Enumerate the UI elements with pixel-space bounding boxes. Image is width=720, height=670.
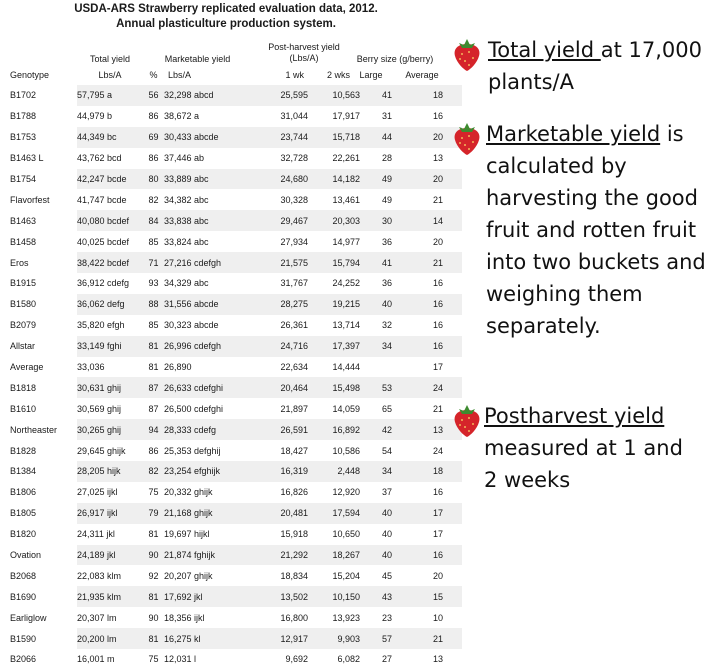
genotype-cell: B1805: [10, 508, 37, 519]
header-1-week: 1 wk: [285, 70, 304, 80]
table-row: [10, 461, 462, 482]
genotype-cell: B1753: [10, 132, 37, 143]
total-yield-cell: 42,247 bcde: [77, 169, 143, 190]
marketable-yield-cell: 21,874 fghijk: [164, 545, 256, 566]
berry-large-cell: 30: [360, 210, 414, 231]
table-row: [10, 189, 462, 210]
marketable-percent-cell: 81: [143, 628, 164, 649]
marketable-percent-cell: 84: [143, 210, 164, 231]
postharvest-1wk-cell: 26,361: [280, 320, 308, 331]
berry-large-cell: 31: [381, 111, 392, 122]
berry-large-cell: 40: [381, 529, 392, 540]
berry-average-cell: 17: [432, 362, 443, 373]
table-row: [10, 148, 462, 169]
postharvest-1wk-cell: 32,728: [280, 153, 308, 164]
marketable-percent-cell: 80: [143, 169, 164, 190]
berry-large-cell: 40: [360, 503, 414, 524]
marketable-percent-cell: 82: [148, 194, 159, 205]
genotype-cell: B1702: [10, 90, 37, 101]
genotype-cell: B2066: [10, 654, 37, 665]
total-yield-cell: 28,205 hijk: [77, 461, 143, 482]
genotype-cell: B1590: [10, 633, 37, 644]
bullet-total-yield-term: Total yield: [488, 38, 601, 62]
berry-large-cell: 34: [360, 461, 414, 482]
marketable-percent-cell: 79: [143, 503, 164, 524]
berry-large-cell: 36: [381, 278, 392, 289]
genotype-cell: B1458: [10, 236, 37, 247]
table-row: [10, 586, 462, 607]
postharvest-1wk-cell: 27,934: [280, 236, 308, 247]
marketable-yield-cell: 31,556 abcde: [164, 294, 256, 315]
header-marketable-yield: Marketable yield: [164, 54, 231, 64]
postharvest-2wk-cell: 15,498: [308, 377, 360, 398]
postharvest-1wk-cell: 20,481: [256, 503, 308, 524]
berry-large-cell: 28: [381, 153, 392, 164]
postharvest-2wk-cell: 10,650: [332, 529, 360, 540]
table-row: [10, 336, 462, 357]
total-yield-cell: 44,979 b: [77, 111, 113, 122]
marketable-yield-cell: 26,996 cdefgh: [164, 336, 256, 357]
table-row: [10, 649, 462, 670]
total-yield-cell: 40,025 bcdef: [77, 236, 130, 247]
marketable-percent-cell: 85: [148, 320, 159, 331]
berry-large-cell: 40: [360, 294, 414, 315]
postharvest-2wk-cell: 15,794: [308, 252, 360, 273]
marketable-yield-cell: 27,216 cdefgh: [164, 252, 256, 273]
bullet-marketable-yield: [450, 118, 706, 342]
total-yield-cell: 33,036: [77, 362, 105, 373]
postharvest-1wk-cell: 16,800: [280, 612, 308, 623]
postharvest-1wk-cell: 16,826: [280, 487, 308, 498]
genotype-cell: B2068: [10, 570, 37, 581]
bullet-postharvest-yield-desc: measured at 1 and 2 weeks: [484, 436, 683, 492]
table-row: [10, 607, 462, 628]
berry-average-cell: 20: [414, 169, 462, 190]
total-yield-cell: 16,001 m: [77, 654, 115, 665]
berry-average-cell: 14: [414, 210, 462, 231]
table-row: [10, 398, 462, 419]
marketable-yield-cell: 38,672 a: [164, 111, 200, 122]
table-row: [10, 273, 462, 294]
postharvest-2wk-cell: 16,892: [308, 419, 360, 440]
berry-average-cell: 20: [432, 570, 443, 581]
berry-average-cell: 21: [414, 628, 462, 649]
header-average: Average: [405, 70, 439, 80]
berry-large-cell: 43: [360, 586, 414, 607]
postharvest-1wk-cell: 18,427: [280, 445, 308, 456]
table-row: [10, 440, 462, 461]
postharvest-1wk-cell: 26,591: [256, 419, 308, 440]
marketable-yield-cell: 25,353 defghij: [164, 445, 221, 456]
strawberry-icon: [450, 402, 484, 438]
marketable-yield-cell: 20,332 ghijk: [164, 487, 213, 498]
postharvest-2wk-cell: 6,082: [337, 654, 360, 665]
bullet-total-yield: [450, 34, 718, 98]
berry-average-cell: 21: [432, 194, 443, 205]
marketable-yield-cell: 21,168 ghijk: [164, 503, 256, 524]
genotype-cell: B1580: [10, 299, 37, 310]
table-row: [10, 210, 462, 231]
genotype-cell: B2079: [10, 320, 37, 331]
postharvest-2wk-cell: 14,059: [332, 403, 360, 414]
header-total-yield: Total yield: [89, 54, 131, 64]
berry-average-cell: 24: [414, 377, 462, 398]
table-row: [10, 294, 462, 315]
genotype-cell: Flavorfest: [10, 194, 50, 205]
postharvest-2wk-cell: 10,150: [308, 586, 360, 607]
genotype-cell: Allstar: [10, 341, 36, 352]
bullet-total-yield-text: [488, 34, 718, 98]
berry-large-cell: 41: [360, 85, 414, 106]
berry-large-cell: 42: [360, 419, 414, 440]
total-yield-cell: 38,422 bcdef: [77, 252, 143, 273]
marketable-percent-cell: 81: [143, 586, 164, 607]
marketable-percent-cell: 92: [148, 570, 159, 581]
genotype-cell: B1788: [10, 111, 37, 122]
total-yield-cell: 30,265 ghij: [77, 419, 143, 440]
marketable-yield-cell: 32,298 abcd: [164, 85, 256, 106]
total-yield-cell: 30,631 ghij: [77, 377, 143, 398]
marketable-yield-cell: 19,697 hijkl: [164, 529, 210, 540]
marketable-yield-cell: 16,275 kl: [164, 628, 256, 649]
genotype-cell: B1806: [10, 487, 37, 498]
yield-table-body: [10, 85, 462, 670]
marketable-percent-cell: 86: [148, 111, 159, 122]
postharvest-1wk-cell: 16,319: [256, 461, 308, 482]
postharvest-1wk-cell: 18,834: [280, 570, 308, 581]
header-genotype: Genotype: [10, 70, 50, 80]
bullet-postharvest-yield-term: Postharvest yield: [484, 404, 665, 428]
berry-large-cell: 65: [381, 403, 392, 414]
table-row: [10, 419, 462, 440]
marketable-percent-cell: 75: [148, 654, 159, 665]
title-line-1: USDA-ARS Strawberry replicated evaluation data, 2012.: [74, 3, 378, 15]
berry-average-cell: 15: [414, 586, 462, 607]
postharvest-1wk-cell: 15,918: [280, 529, 308, 540]
table-row: [10, 482, 462, 503]
marketable-percent-cell: 86: [148, 445, 159, 456]
marketable-percent-cell: 56: [143, 85, 164, 106]
table-row: [10, 357, 462, 378]
berry-average-cell: 16: [432, 487, 443, 498]
postharvest-2wk-cell: 13,923: [332, 612, 360, 623]
marketable-yield-cell: 23,254 efghijk: [164, 461, 256, 482]
genotype-cell: B1690: [10, 591, 37, 602]
marketable-percent-cell: 81: [148, 362, 159, 373]
marketable-yield-cell: 30,433 abcde: [164, 127, 256, 148]
table-row: [10, 169, 462, 190]
yield-table: [10, 85, 462, 670]
berry-average-cell: 20: [414, 127, 462, 148]
postharvest-1wk-cell: 21,897: [280, 403, 308, 414]
genotype-cell: B1915: [10, 278, 37, 289]
berry-average-cell: 13: [414, 419, 462, 440]
berry-average-cell: 21: [414, 252, 462, 273]
berry-average-cell: 13: [432, 153, 443, 164]
total-yield-cell: 40,080 bcdef: [77, 210, 143, 231]
berry-average-cell: 16: [432, 111, 443, 122]
table-row: [10, 231, 462, 252]
berry-average-cell: 24: [432, 445, 443, 456]
marketable-yield-cell: 17,692 jkl: [164, 586, 256, 607]
postharvest-1wk-cell: 31,767: [280, 278, 308, 289]
total-yield-cell: 41,747 bcde: [77, 194, 127, 205]
marketable-percent-cell: 81: [143, 336, 164, 357]
postharvest-2wk-cell: 19,215: [308, 294, 360, 315]
marketable-yield-cell: 33,889 abc: [164, 169, 256, 190]
table-row: [10, 565, 462, 586]
berry-large-cell: 41: [360, 252, 414, 273]
berry-large-cell: 34: [360, 336, 414, 357]
postharvest-1wk-cell: 12,917: [256, 628, 308, 649]
genotype-cell: B1384: [10, 466, 37, 477]
genotype-cell: Earliglow: [10, 612, 47, 623]
table-row: [10, 524, 462, 545]
bullet-marketable-yield-desc: is calculated by harvesting the good fruit and rotten fruit into two buckets and weighing them separately.: [486, 122, 706, 338]
header-postharvest-yield: Post-harvest yield: [268, 42, 340, 52]
postharvest-2wk-cell: 13,461: [332, 194, 360, 205]
berry-large-cell: 54: [381, 445, 392, 456]
berry-large-cell: [360, 357, 414, 378]
bullet-total-yield-desc: at 17,000 plants/A: [488, 38, 703, 94]
strawberry-icon: [450, 120, 484, 156]
postharvest-2wk-cell: 24,252: [332, 278, 360, 289]
marketable-yield-cell: 18,356 ijkl: [164, 612, 205, 623]
marketable-yield-cell: 30,323 abcde: [164, 320, 219, 331]
berry-large-cell: 44: [360, 127, 414, 148]
total-yield-cell: 20,307 lm: [77, 612, 117, 623]
postharvest-1wk-cell: 9,692: [285, 654, 308, 665]
postharvest-2wk-cell: 10,563: [308, 85, 360, 106]
header-total-lbs: Lbs/A: [98, 70, 122, 80]
table-row: [10, 628, 462, 649]
bullet-postharvest-yield-text: [484, 400, 699, 496]
total-yield-cell: 20,200 lm: [77, 628, 143, 649]
table-title: [0, 2, 452, 32]
postharvest-2wk-cell: 15,718: [308, 127, 360, 148]
berry-average-cell: 21: [432, 403, 443, 414]
postharvest-2wk-cell: 14,182: [308, 169, 360, 190]
postharvest-1wk-cell: 13,502: [256, 586, 308, 607]
berry-average-cell: 18: [414, 85, 462, 106]
postharvest-2wk-cell: 22,261: [332, 153, 360, 164]
marketable-yield-cell: 12,031 l: [164, 654, 197, 665]
marketable-percent-cell: 81: [148, 529, 159, 540]
berry-large-cell: 40: [360, 545, 414, 566]
postharvest-1wk-cell: 21,292: [256, 545, 308, 566]
marketable-percent-cell: 75: [148, 487, 159, 498]
postharvest-1wk-cell: 23,744: [256, 127, 308, 148]
berry-average-cell: 13: [432, 654, 443, 665]
berry-large-cell: 23: [381, 612, 392, 623]
marketable-percent-cell: 94: [143, 419, 164, 440]
genotype-cell: B1610: [10, 403, 37, 414]
berry-average-cell: 16: [414, 294, 462, 315]
total-yield-cell: 33,149 fghi: [77, 336, 143, 357]
bullet-marketable-yield-term: Marketable yield: [486, 122, 661, 146]
header-marketable-lbs: Lbs/A: [168, 70, 192, 80]
total-yield-cell: 24,189 jkl: [77, 545, 143, 566]
postharvest-1wk-cell: 24,716: [256, 336, 308, 357]
total-yield-cell: 30,569 ghij: [77, 403, 122, 414]
table-row: [10, 503, 462, 524]
total-yield-cell: 24,311 jkl: [77, 529, 115, 540]
marketable-yield-cell: 33,838 abc: [164, 210, 256, 231]
strawberry-icon: [450, 36, 484, 72]
postharvest-2wk-cell: 2,448: [308, 461, 360, 482]
postharvest-2wk-cell: 10,586: [332, 445, 360, 456]
marketable-percent-cell: 90: [143, 545, 164, 566]
total-yield-cell: 27,025 ijkl: [77, 487, 118, 498]
postharvest-1wk-cell: 28,275: [256, 294, 308, 315]
berry-average-cell: 16: [432, 320, 443, 331]
marketable-percent-cell: 86: [148, 153, 159, 164]
marketable-percent-cell: 82: [143, 461, 164, 482]
marketable-percent-cell: 87: [148, 403, 159, 414]
genotype-cell: Northeaster: [10, 424, 58, 435]
genotype-cell: B1828: [10, 445, 37, 456]
header-large: Large: [359, 70, 383, 80]
marketable-percent-cell: 93: [148, 278, 159, 289]
postharvest-2wk-cell: 15,204: [332, 570, 360, 581]
postharvest-1wk-cell: 22,634: [280, 362, 308, 373]
postharvest-2wk-cell: 12,920: [332, 487, 360, 498]
postharvest-2wk-cell: 17,397: [308, 336, 360, 357]
marketable-yield-cell: 34,382 abc: [164, 194, 209, 205]
total-yield-cell: 29,645 ghijk: [77, 445, 126, 456]
postharvest-2wk-cell: 17,594: [308, 503, 360, 524]
berry-large-cell: 49: [360, 169, 414, 190]
postharvest-2wk-cell: 13,714: [332, 320, 360, 331]
berry-average-cell: 20: [432, 236, 443, 247]
genotype-cell: Average: [10, 362, 44, 373]
postharvest-2wk-cell: 14,444: [332, 362, 360, 373]
title-line-2: Annual plasticulture production system.: [116, 18, 336, 30]
marketable-percent-cell: 88: [143, 294, 164, 315]
postharvest-1wk-cell: 29,467: [256, 210, 308, 231]
genotype-cell: B1818: [10, 382, 37, 393]
header-2-weeks: 2 wks: [326, 70, 350, 80]
postharvest-1wk-cell: 24,680: [256, 169, 308, 190]
postharvest-1wk-cell: 31,044: [280, 111, 308, 122]
table-row: [10, 545, 462, 566]
marketable-yield-cell: 33,824 abc: [164, 236, 209, 247]
bullet-marketable-yield-text: [486, 118, 706, 342]
berry-average-cell: 18: [414, 461, 462, 482]
marketable-percent-cell: 90: [148, 612, 159, 623]
marketable-yield-cell: 34,329 abc: [164, 278, 209, 289]
total-yield-cell: 36,062 defg: [77, 294, 143, 315]
genotype-cell: B1463: [10, 215, 37, 226]
berry-large-cell: 53: [360, 377, 414, 398]
berry-large-cell: 37: [381, 487, 392, 498]
postharvest-2wk-cell: 9,903: [308, 628, 360, 649]
total-yield-cell: 57,795 a: [77, 85, 143, 106]
berry-large-cell: 32: [381, 320, 392, 331]
berry-average-cell: 16: [414, 336, 462, 357]
marketable-yield-cell: 26,500 cdefghi: [164, 403, 224, 414]
table-row: [10, 106, 462, 127]
marketable-yield-cell: 26,890: [164, 362, 192, 373]
marketable-yield-cell: 20,207 ghijk: [164, 570, 213, 581]
genotype-cell: B1754: [10, 174, 37, 184]
marketable-yield-cell: 26,633 cdefghi: [164, 377, 256, 398]
berry-large-cell: 36: [381, 236, 392, 247]
table-row: [10, 127, 462, 148]
table-row: [10, 85, 462, 106]
postharvest-2wk-cell: 18,267: [308, 545, 360, 566]
berry-average-cell: 17: [432, 529, 443, 540]
marketable-percent-cell: 69: [143, 127, 164, 148]
marketable-yield-cell: 28,333 cdefg: [164, 419, 256, 440]
marketable-yield-cell: 37,446 ab: [164, 153, 205, 164]
berry-large-cell: 57: [360, 628, 414, 649]
berry-average-cell: 16: [414, 545, 462, 566]
total-yield-cell: 26,917 ijkl: [77, 503, 143, 524]
postharvest-2wk-cell: 14,977: [332, 236, 360, 247]
postharvest-1wk-cell: 25,595: [256, 85, 308, 106]
berry-average-cell: 17: [414, 503, 462, 524]
genotype-cell: Ovation: [10, 550, 42, 561]
total-yield-cell: 22,083 klm: [77, 570, 122, 581]
total-yield-cell: 35,820 efgh: [77, 320, 125, 331]
postharvest-2wk-cell: 20,303: [308, 210, 360, 231]
table-row: [10, 377, 462, 398]
total-yield-cell: 36,912 cdefg: [77, 278, 130, 289]
berry-average-cell: 16: [432, 278, 443, 289]
berry-average-cell: 10: [432, 612, 443, 623]
genotype-cell: B1463 L: [10, 153, 44, 164]
table-row: [10, 252, 462, 273]
header-berry-size: Berry size (g/berry): [356, 54, 434, 64]
marketable-percent-cell: 87: [143, 377, 164, 398]
postharvest-1wk-cell: 30,328: [280, 194, 308, 205]
bullet-postharvest-yield: [450, 400, 699, 496]
berry-large-cell: 27: [381, 654, 392, 665]
total-yield-cell: 44,349 bc: [77, 127, 143, 148]
postharvest-2wk-cell: 17,917: [332, 111, 360, 122]
marketable-percent-cell: 85: [148, 236, 159, 247]
header-percent: %: [149, 70, 158, 80]
genotype-cell: B1820: [10, 529, 37, 540]
berry-large-cell: 49: [381, 194, 392, 205]
genotype-cell: Eros: [10, 257, 29, 268]
marketable-percent-cell: 71: [143, 252, 164, 273]
postharvest-1wk-cell: 20,464: [256, 377, 308, 398]
table-row: [10, 315, 462, 336]
total-yield-cell: 21,935 klm: [77, 586, 143, 607]
total-yield-cell: 43,762 bcd: [77, 153, 122, 164]
postharvest-1wk-cell: 21,575: [256, 252, 308, 273]
berry-large-cell: 45: [381, 570, 392, 581]
header-postharvest-unit: (Lbs/A): [289, 53, 319, 63]
